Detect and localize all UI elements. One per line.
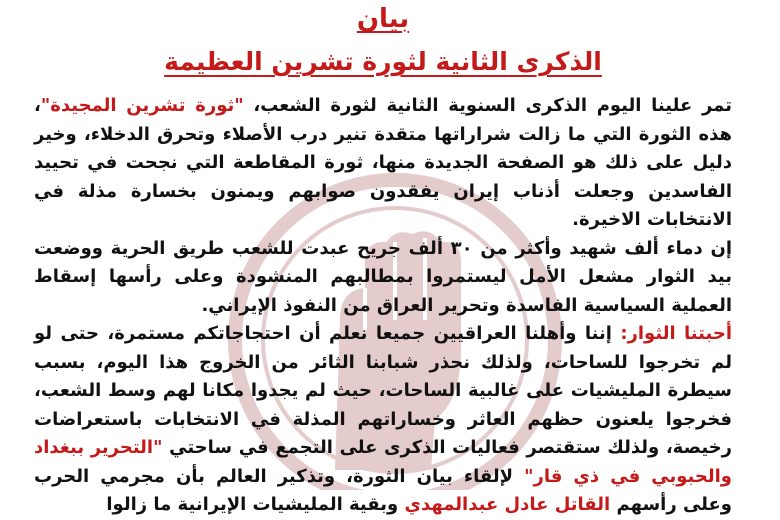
revolution-name-highlight: "ثورة تشرين المجيدة"	[40, 95, 244, 116]
paragraph-2-text: إن دماء ألف شهيد وأكثر من ٣٠ ألف جريح عبدت للشعب طريق الحرية ووضعت بيد الثوار مشعل الأمل ليستمروا بمطالبهم المنشودة وعلى رأسها إسقاط العملية السياسية الفاسدة وتحرير العراق من النفوذ الإيراني.	[34, 237, 732, 316]
paragraph-3-part-3: وبقية المليشيات الإيرانية ما زالوا	[106, 494, 405, 515]
statement-subtitle: الذكرى الثانية لثورة تشرين العظيمة	[164, 47, 602, 76]
paragraph-2	[34, 235, 732, 321]
paragraph-3	[34, 320, 732, 520]
paragraph-3-lead: أحبتنا الثوار:	[620, 323, 732, 344]
paragraph-1	[34, 92, 732, 235]
paragraph-3-part-2: لإلقاء بيان الثورة، وتذكير العالم بأن مجرمي الحرب وعلى رأسهم	[34, 465, 732, 515]
paragraph-3-part-1: إننا وأهلنا العراقيين جميعا نعلم أن احتجاجاتكم مستمرة، حتى لو لم تخرجوا للساحات، ولذلك نحذر شبابنا الثائر من الخروج هذا اليوم، بسبب سيطرة المليشيات على غالبية الساحات، حيث لم يجدوا مكانا لهم وسط الشعب، فخرجوا يلعنون حظهم العاثر وخساراتهم المذلة في الانتخابات باستعراضات رخيصة، ولذلك ستقتصر فعاليات الذكرى على التجمع في ساحتي	[34, 323, 732, 458]
statement-title: بيان	[356, 4, 410, 34]
statement-body	[34, 92, 732, 520]
squares-highlight: "التحرير ببغداد والحبوبي في ذي قار"	[34, 437, 732, 487]
paragraph-1-rest: ، هذه الثورة التي ما زالت شراراتها متقدة تنير درب الأصلاء وتحرق الدخلاء، وخير دليل على ذلك هو الصفحة الجديدة منها، ثورة المقاطعة التي نجحت في تحييد الفاسدين وجعلت أذناب إيران يفقدون صوابهم ويمنون بخسارة مذلة في الانتخابات الاخيرة.	[34, 95, 732, 230]
killer-name-highlight: القاتل عادل عبدالمهدي	[404, 494, 611, 515]
paragraph-1-intro: تمر علينا اليوم الذكرى السنوية الثانية لثورة الشعب،	[243, 95, 732, 116]
